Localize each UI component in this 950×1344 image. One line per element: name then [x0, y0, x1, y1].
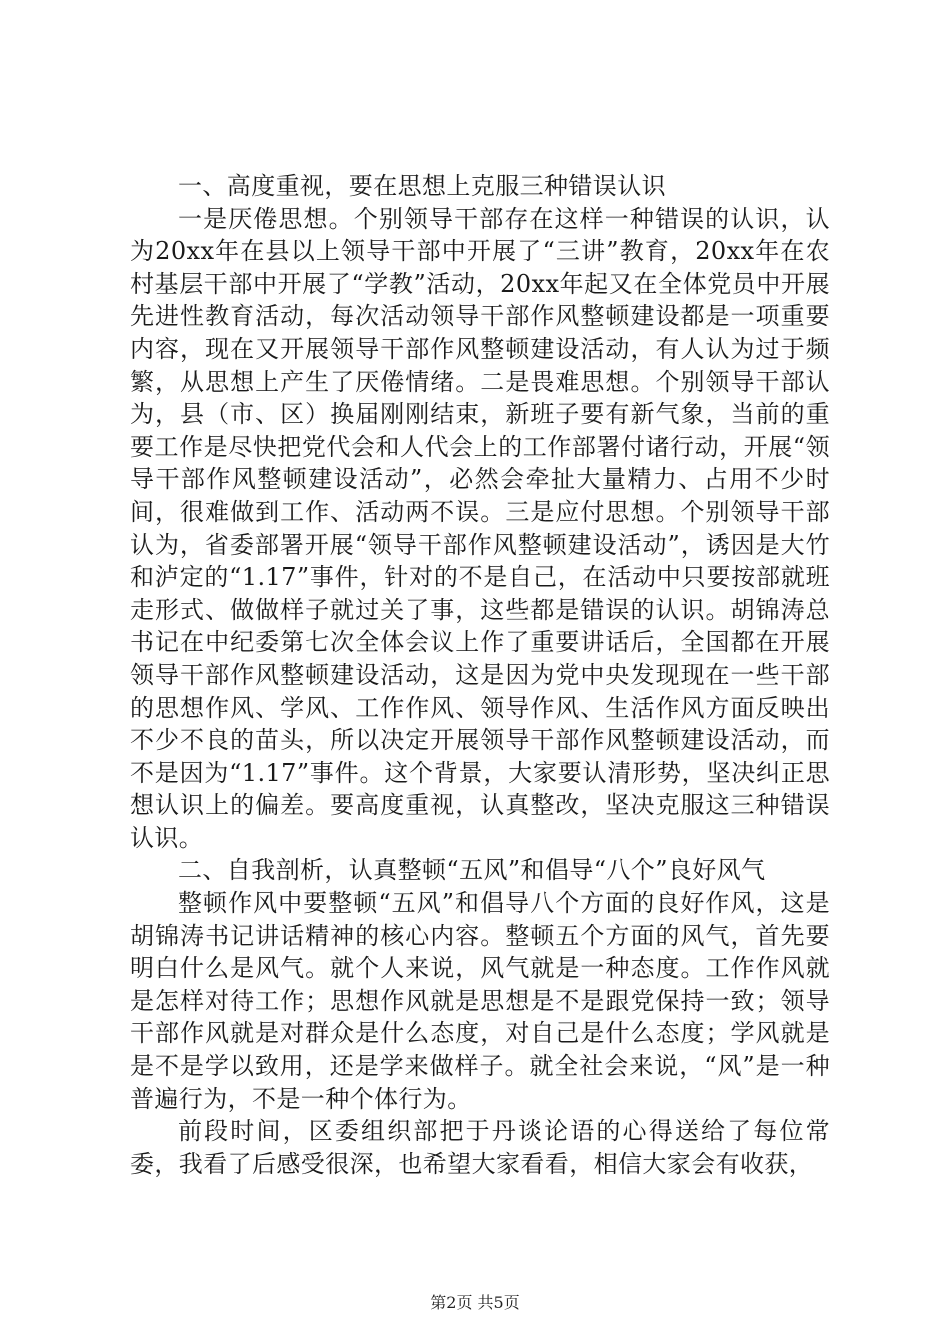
- body-paragraph-2: 整顿作风中要整顿“五风”和倡导八个方面的良好作风，这是胡锦涛书记讲话精神的核心内容。整顿五个方面的风气，首先要明白什么是风气。就个人来说，风气就是一种态度。工作作风就是怎样对待工作；思想作风就是思想是不是跟党保持一致；领导干部作风就是对群众是什么态度，对自己是什么态度；学风就是是不是学以致用，还是学来做样子。就全社会来说，“风”是一种普遍行为，不是一种个体行为。: [130, 889, 830, 1113]
- document-body: [130, 170, 830, 1180]
- body-paragraph-1: 一是厌倦思想。个别领导干部存在这样一种错误的认识，认为20xx年在县以上领导干部中开展了“三讲”教育，20xx年在农村基层干部中开展了“学教”活动，20xx年起又在全体党员中开展先进性教育活动，每次活动领导干部作风整顿建设都是一项重要内容，现在又开展领导干部作风整顿建设活动，有人认为过于频繁，从思想上产生了厌倦情绪。二是畏难思想。个别领导干部认为，县（市、区）换届刚刚结束，新班子要有新气象，当前的重要工作是尽快把党代会和人代会上的工作部署付诸行动，开展“领导干部作风整顿建设活动”，必然会牵扯大量精力、占用不少时间，很难做到工作、活动两不误。三是应付思想。个别领导干部认为，省委部署开展“领导干部作风整顿建设活动”，诱因是大竹和泸定的“1.17”事件，针对的不是自己，在活动中只要按部就班走形式、做做样子就过关了事，这些都是错误的认识。胡锦涛总书记在中纪委第七次全体会议上作了重要讲话后，全国都在开展领导干部作风整顿建设活动，这是因为党中央发现现在一些干部的思想作风、学风、工作作风、领导作风、生活作风方面反映出不少不良的苗头，所以决定开展领导干部作风整顿建设活动，而不是因为“1.17”事件。这个背景，大家要认清形势，坚决纠正思想认识上的偏差。要高度重视，认真整改，坚决克服这三种错误认识。: [130, 204, 830, 852]
- section-heading-1: 一、高度重视，要在思想上克服三种错误认识: [178, 172, 666, 200]
- body-paragraph-3: 前段时间，区委组织部把于丹谈论语的心得送给了每位常委，我看了后感受很深，也希望大家看看，相信大家会有收获，: [130, 1117, 830, 1178]
- page-number-footer: 第2页 共5页: [430, 1293, 520, 1312]
- section-heading-2: 二、自我剖析，认真整顿“五风”和倡导“八个”良好风气: [178, 856, 766, 885]
